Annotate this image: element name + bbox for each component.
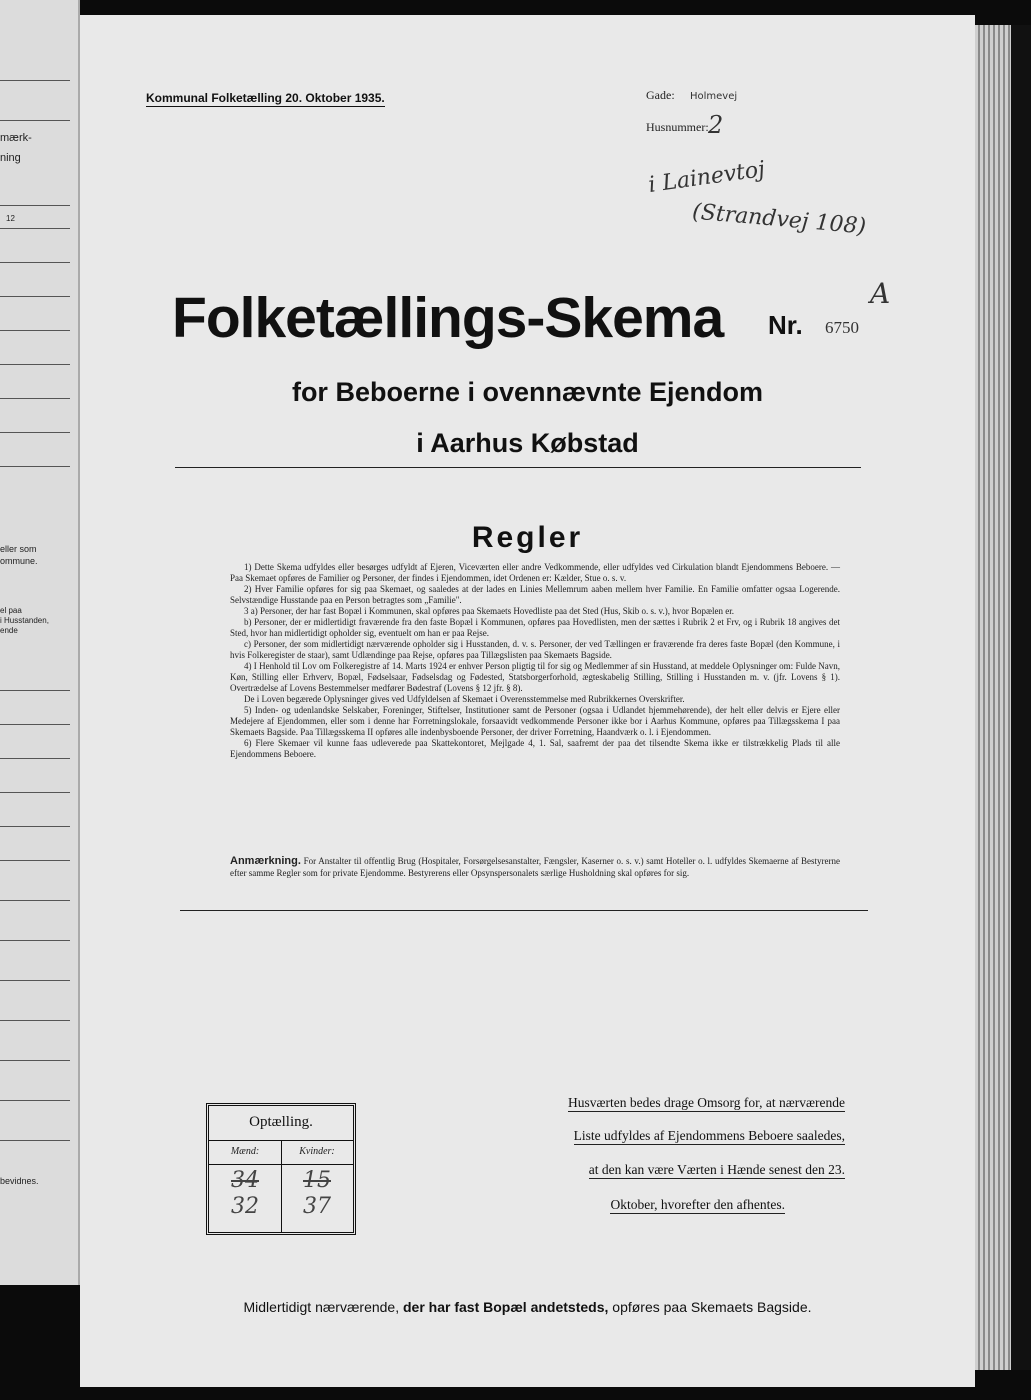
- counting-title: Optælling.: [249, 1114, 313, 1130]
- remark: [230, 855, 840, 879]
- handwritten-location: i Lainevtoj: [646, 156, 767, 199]
- left-rule: [0, 724, 70, 725]
- instruction-line: Liste udfyldes af Ejendommens Beboere saaledes,: [573, 1128, 845, 1143]
- left-fragment-text: ende: [0, 626, 18, 635]
- rule-2: 2) Hver Familie opføres for sig paa Skemaet, og saaledes at der lades en Linies Mellemrum aaben mellem hver Familie. En Familie omfatter ogsaa Logerende. Selvstændige Husstande paa en Person betragtes som „Familie".: [230, 584, 840, 605]
- rule-6: 6) Flere Skemaer vil kunne faas udleverede paa Skattekontoret, Mejlgade 4, 1. Sal, saafremt der paa det tilsendte Skema ikke er tilstrækkelig Plads til alle Ejendommens Beboere.: [230, 738, 840, 759]
- counting-box: [206, 1103, 356, 1235]
- left-rule: [0, 262, 70, 263]
- husnummer-label: Husnummer:: [646, 120, 709, 134]
- rule-4b: De i Loven begærede Oplysninger gives ved Udfyldelsen af Skemaet i Overensstemmelse med Rubrikkernes Overskrifter.: [244, 694, 685, 704]
- instruction-line: at den kan være Værten i Hænde senest den 23.: [588, 1162, 845, 1177]
- left-fragment-text: eller som: [0, 544, 37, 554]
- left-rule: [0, 120, 70, 121]
- left-rule: [0, 980, 70, 981]
- left-rule: [0, 80, 70, 81]
- handwritten-address: (Strandvej 108): [691, 199, 867, 240]
- rule-5: 5) Inden- og udenlandske Selskaber, Foreninger, Stiftelser, Institutioner samt de Personer (ogsaa i Udlandet hjemmehørende), der helt eller delvis er Ejere eller Medejere af Ejendommen, eller som i denne har Forretningslokale, forsaavidt vedkommende Personer ikke bor i Aarhus Kommune, opføres paa Tillægsskema I paa Skemaets Bagside. Paa Tillægsskema II opføres alle indenbysboende Personer, der driver Forretning, Haandværk o. l. i Ejendommen.: [230, 705, 840, 737]
- gade-label: Gade:: [646, 88, 675, 102]
- census-header-title: Kommunal Folketælling 20. Oktober 1935.: [146, 91, 385, 105]
- husnummer-value: 2: [708, 111, 724, 139]
- counting-women-struck: 15: [303, 1168, 331, 1193]
- instruction-line: Oktober, hvorefter den afhentes.: [610, 1197, 785, 1212]
- landlord-instruction-1: [485, 1095, 845, 1111]
- form-title: Folketællings-Skema: [172, 286, 724, 350]
- rule-1: 1) Dette Skema udfyldes eller besørges udfyldt af Ejeren, Viceværten eller andre Vedkommende, eller udfyldes ved Cirkulation blandt Ejendommens Beboere. — Paa Skemaet opføres de Familier og Personer, der findes i Ejendommen, idet Ordenen er: Kælder, Stue o. s. v.: [230, 562, 840, 583]
- landlord-instruction-4: [485, 1197, 785, 1213]
- left-rule: [0, 398, 70, 399]
- rules-heading: Regler: [471, 521, 584, 554]
- counting-women-header: Kvinder:: [299, 1146, 335, 1157]
- instruction-line: Husværten bedes drage Omsorg for, at nærværende: [567, 1095, 845, 1110]
- left-fragment-text: bevidnes.: [0, 1176, 39, 1186]
- left-rule: [0, 432, 70, 433]
- binding-shadow: [1011, 25, 1031, 1370]
- rules-text: [230, 562, 840, 760]
- left-rule: [0, 364, 70, 365]
- left-rule: [0, 1060, 70, 1061]
- left-rule: [0, 1020, 70, 1021]
- left-fragment-text: 12: [6, 214, 15, 223]
- left-rule: [0, 690, 70, 691]
- left-rule: [0, 792, 70, 793]
- form-subtitle-city: i Aarhus Købstad: [416, 428, 639, 458]
- landlord-instruction-3: [485, 1162, 845, 1178]
- left-rule: [0, 466, 70, 467]
- counting-women-value: 37: [303, 1194, 331, 1219]
- left-rule: [0, 205, 70, 206]
- gade-value: Holmevej: [690, 91, 738, 102]
- form-number-label: Nr.: [768, 310, 803, 340]
- left-page-fragment: [0, 0, 80, 1285]
- form-number-suffix: A: [870, 277, 891, 310]
- rule-3c: c) Personer, der som midlertidigt nærværende opholder sig i Husstanden, d. v. s. Personer, der ved Tællingen er fraværende fra deres faste Bopæl (den Kommune, i hvis Folkeregister de staar), samt Udlændinge paa Rejse, opføres paa Tillægslisten paa Skemaets Bagside.: [230, 639, 840, 660]
- left-rule: [0, 940, 70, 941]
- left-rule: [0, 228, 70, 229]
- landlord-instruction-2: [485, 1128, 845, 1144]
- footer-part2: der har fast Bopæl andetsteds,: [403, 1299, 609, 1315]
- counting-rule: [209, 1164, 353, 1165]
- remark-text: For Anstalter til offentlig Brug (Hospitaler, Forsørgelsesanstalter, Fængsler, Kaserner o. s. v.) samt Hoteller o. l. udfyldes Skemaerne af Bestyrerne efter samme Regler som for private Ejendomme. Bestyrerens eller Opsynspersonalets særlige Husholdning skal opføres for sig.: [230, 856, 840, 878]
- counting-men-struck: 34: [231, 1168, 259, 1193]
- left-rule: [0, 1140, 70, 1141]
- divider: [175, 467, 861, 468]
- left-fragment-text: i Husstanden,: [0, 616, 49, 625]
- footer-note: [80, 1299, 975, 1315]
- left-rule: [0, 900, 70, 901]
- remark-label: Anmærkning.: [230, 855, 301, 867]
- counting-men-value: 32: [231, 1194, 259, 1219]
- left-rule: [0, 860, 70, 861]
- page-edges: [975, 25, 1011, 1370]
- left-rule: [0, 1100, 70, 1101]
- footer-part1: Midlertidigt nærværende,: [243, 1299, 400, 1315]
- form-number-value: 6750: [825, 318, 859, 337]
- rule-4: 4) I Henhold til Lov om Folkeregistre af 14. Marts 1924 er enhver Person pligtig til for sig og Medlemmer af sin Husstand, at meddele Oplysninger om: Fulde Navn, Køn, Stilling eller Erhverv, Bopæl, Fødselsaar, Fødselsdag og Fødested, Statsborgerforhold, ægteskabelig Stilling, Stilling i Husstanden m. v. (jfr. Lovens § 1). Overtrædelse af Lovens Bestemmelser medfører Bødestraf (Lovens § 12 jfr. § 8).: [230, 661, 840, 693]
- left-fragment-text: el paa: [0, 606, 22, 615]
- left-rule: [0, 296, 70, 297]
- rule-3a: 3 a) Personer, der har fast Bopæl i Kommunen, skal opføres paa Skemaets Hovedliste paa det Sted (Hus, Skib o. s. v.), hvor Bopælen er.: [244, 606, 734, 616]
- divider: [180, 910, 868, 911]
- left-rule: [0, 758, 70, 759]
- left-fragment-text: ommune.: [0, 556, 38, 566]
- census-form-page: [80, 15, 975, 1387]
- left-fragment-text: ning: [0, 152, 21, 164]
- form-subtitle: for Beboerne i ovennævnte Ejendom: [291, 377, 764, 407]
- counting-men-header: Mænd:: [230, 1146, 260, 1157]
- footer-part3: opføres paa Skemaets Bagside.: [612, 1299, 812, 1315]
- left-rule: [0, 330, 70, 331]
- left-fragment-text: mærk-: [0, 132, 32, 144]
- left-rule: [0, 826, 70, 827]
- rule-3b: b) Personer, der er midlertidigt fraværende fra den faste Bopæl i Kommunen, opføres paa Hovedlisten, men der sættes i Rubrik 2 et Frv, og i Rubrik 18 angives det Sted, hvor han midlertidigt opholder sig, eventuelt om han er paa Rejse.: [230, 617, 840, 638]
